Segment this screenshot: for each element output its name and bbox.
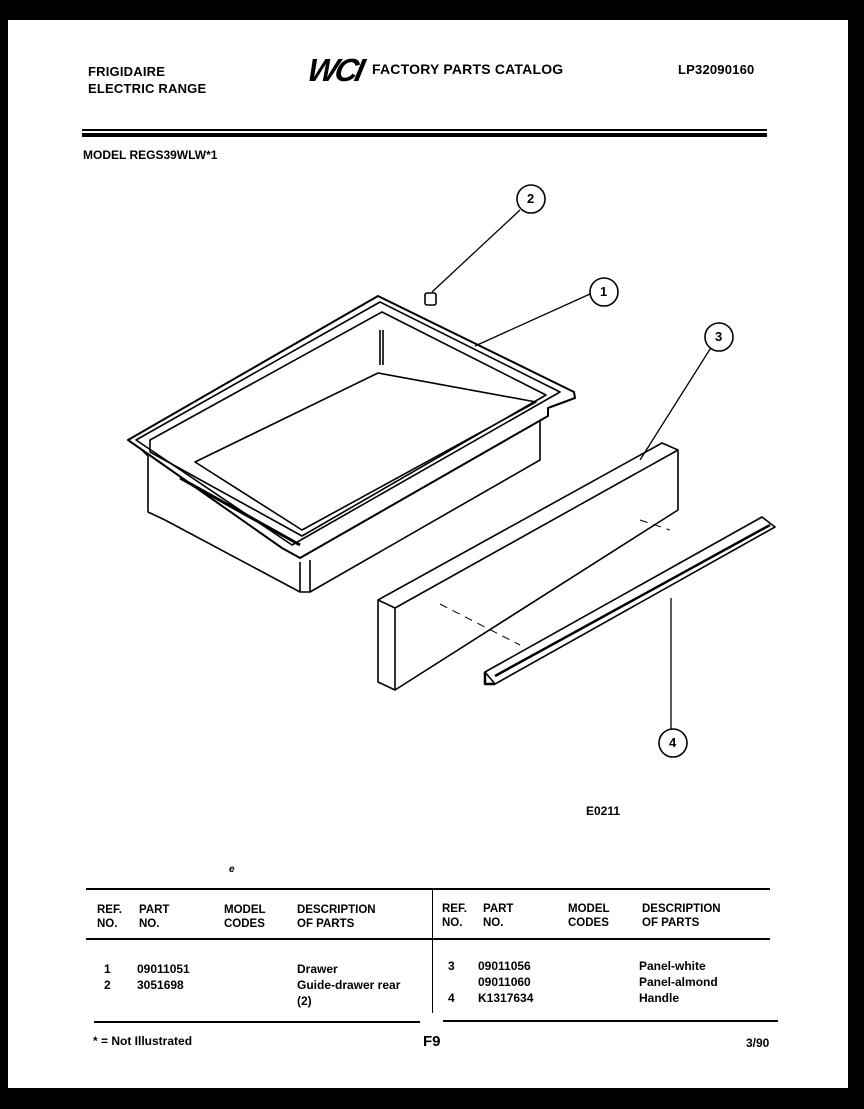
table-bottom-rule-left: [94, 1021, 420, 1023]
table-header-rule: [86, 938, 770, 940]
ref-no: 2: [104, 978, 111, 992]
drawer-guide-illustration: [425, 293, 436, 305]
not-illustrated-note: * = Not Illustrated: [93, 1034, 193, 1048]
drawer-illustration: [128, 296, 575, 592]
col-ref-2: NO.: [97, 918, 118, 930]
part-description: Panel-almond: [639, 975, 718, 989]
callout-label-2: 2: [527, 191, 535, 206]
col-ref: REF.: [442, 903, 467, 915]
col-model: MODEL: [568, 903, 610, 915]
table-divider: [432, 888, 433, 1013]
part-description: Guide-drawer rear: [297, 978, 401, 992]
catalog-number: LP32090160: [678, 62, 755, 77]
part-no: K1317634: [478, 991, 534, 1005]
part-description: (2): [297, 994, 312, 1008]
part-description: Handle: [639, 991, 680, 1005]
part-description: Drawer: [297, 962, 338, 976]
ref-no: 4: [448, 991, 455, 1005]
catalog-title: FACTORY PARTS CATALOG: [372, 61, 564, 77]
callout-label-3: 3: [715, 329, 723, 344]
part-description: Panel-white: [639, 959, 706, 973]
col-part-2: NO.: [483, 917, 504, 929]
model-label: MODEL REGS39WLW*1: [83, 148, 218, 162]
table-top-rule: [86, 888, 770, 890]
col-ref: REF.: [97, 904, 122, 916]
col-part-2: NO.: [139, 918, 160, 930]
callout-circles: [517, 185, 733, 757]
handle-illustration: [485, 517, 775, 684]
part-no: 09011051: [137, 962, 190, 976]
ref-no: 3: [448, 959, 455, 973]
stray-mark: e: [229, 864, 235, 875]
col-part: PART: [139, 904, 170, 916]
page-number: F9: [423, 1033, 441, 1050]
col-desc: DESCRIPTION: [297, 904, 376, 916]
callout-label-4: 4: [669, 735, 677, 750]
catalog-date: 3/90: [746, 1036, 770, 1050]
callout-leaders: [432, 210, 712, 730]
col-model-2: CODES: [568, 917, 609, 929]
ref-no: 1: [104, 962, 111, 976]
col-desc: DESCRIPTION: [642, 903, 721, 915]
col-desc-2: OF PARTS: [642, 917, 700, 929]
figure-code: E0211: [586, 804, 621, 818]
wci-logo: WCI: [304, 52, 366, 88]
callout-label-1: 1: [600, 284, 608, 299]
part-no: 09011056: [478, 959, 531, 973]
col-ref-2: NO.: [442, 917, 463, 929]
col-part: PART: [483, 903, 514, 915]
col-desc-2: OF PARTS: [297, 918, 355, 930]
col-model-2: CODES: [224, 918, 265, 930]
table-bottom-rule-right: [443, 1020, 778, 1022]
brand-name: FRIGIDAIRE: [88, 64, 166, 79]
col-model: MODEL: [224, 904, 266, 916]
part-no: 3051698: [137, 978, 184, 992]
product-type: ELECTRIC RANGE: [88, 81, 207, 96]
drawer-panel-illustration: [378, 443, 678, 690]
part-no: 09011060: [478, 975, 531, 989]
